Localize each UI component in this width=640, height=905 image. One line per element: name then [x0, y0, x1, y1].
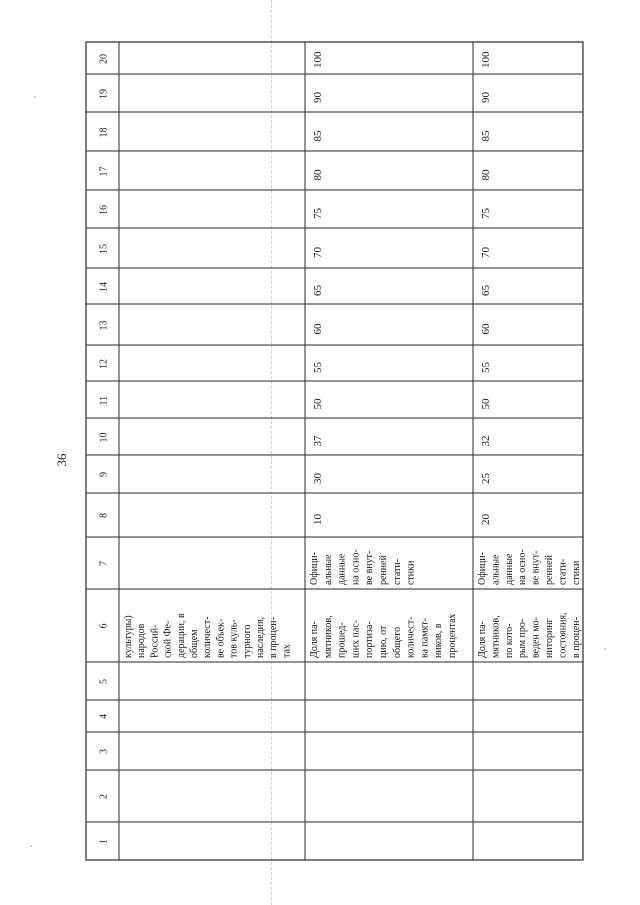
indicator-text-line: культуры) [123, 615, 134, 658]
column-number-12: 12 [98, 359, 110, 369]
indicator-value: 65 [312, 285, 324, 296]
indicator-value: 60 [480, 323, 492, 335]
indicator-value: 85 [480, 130, 492, 142]
indicator-text-line: тов куль- [228, 619, 240, 658]
indicator-text-line: ниторинг [544, 618, 555, 658]
indicator-text-line: мятников, [490, 615, 502, 658]
indicator-text-line: Доля па- [477, 621, 488, 658]
indicator-text-line: в процен- [570, 616, 582, 658]
indicator-value: 80 [312, 169, 324, 181]
column-number-18: 18 [98, 127, 110, 138]
indicator-text-line: Доля па- [309, 621, 320, 658]
source-text-line: ве внут- [530, 550, 542, 585]
column-number-16: 16 [98, 205, 110, 215]
column-number-7: 7 [98, 561, 110, 566]
indicator-text-line: веден мо- [530, 616, 542, 658]
indicator-value: 75 [480, 208, 492, 219]
column-number-10: 10 [98, 432, 110, 443]
indicator-text-line: мятников, [322, 615, 334, 658]
indicator-value: 55 [312, 362, 324, 373]
indicator-value: 65 [480, 285, 492, 296]
indicator-value: 50 [312, 398, 324, 410]
indicator-text-line: тах [281, 644, 293, 658]
indicator-text-line: в процен- [268, 616, 280, 658]
indicator-value: 75 [312, 208, 324, 219]
column-number-17: 17 [98, 166, 110, 177]
indicator-value: 70 [312, 247, 324, 258]
table-border [86, 42, 583, 860]
indicator-text-line: количест- [405, 616, 417, 658]
source-text-line: ве внут- [364, 550, 376, 585]
column-number-4: 4 [98, 714, 110, 719]
indicator-text-line: прошед- [336, 622, 348, 658]
indicator-text-line: ших пас- [350, 619, 362, 658]
indicator-value: 30 [312, 473, 324, 484]
indicator-text-line: дерации, в [175, 613, 187, 658]
indicator-value: 25 [480, 473, 492, 484]
indicator-text-line: наследия, [255, 616, 266, 658]
column-number-1: 1 [98, 839, 110, 844]
indicator-text-line: состояния, [557, 612, 569, 658]
indicator-value: 85 [312, 130, 324, 142]
indicator-value: 32 [480, 435, 492, 447]
indicator-value: 80 [480, 169, 492, 181]
column-number-20: 20 [98, 54, 110, 64]
source-text-line: данные [503, 553, 515, 585]
source-text-line: альные [490, 554, 502, 585]
indicator-text-line: ва памят- [419, 618, 431, 658]
source-text-line: Офици- [477, 551, 488, 585]
column-number-19: 19 [98, 89, 110, 99]
indicator-text-line: ской Фе- [162, 620, 174, 658]
indicator-text-line: турного [241, 624, 253, 658]
indicator-value: 100 [480, 51, 492, 68]
column-number-5: 5 [98, 679, 110, 684]
source-text-line: данные [336, 553, 348, 585]
indicator-text-line: ве объек- [215, 618, 227, 658]
source-text-line: ренней [378, 555, 389, 585]
indicator-value: 20 [480, 514, 492, 525]
indicator-text-line: количест- [202, 616, 214, 658]
source-text-line: Офици- [309, 551, 320, 585]
column-number-15: 15 [98, 244, 110, 254]
indicator-text-line: общем [189, 629, 200, 658]
source-text-line: ренней [544, 555, 555, 585]
indicator-value: 37 [312, 435, 324, 447]
column-number-8: 8 [98, 513, 110, 518]
source-text-line: стики [570, 560, 582, 585]
indicator-value: 50 [480, 398, 492, 410]
indicator-text-line: общего [391, 626, 403, 658]
source-text-line: альные [322, 554, 334, 585]
indicator-text-line: цию, от [378, 625, 389, 658]
indicator-text-line: процентах [447, 613, 458, 658]
column-number-2: 2 [98, 794, 110, 799]
source-text-line: стики [405, 560, 417, 585]
indicator-value: 70 [480, 247, 492, 258]
indicator-value: 90 [480, 92, 492, 103]
source-text-line: на осно- [350, 549, 362, 585]
indicator-value: 90 [312, 92, 324, 103]
indicator-value: 60 [312, 323, 324, 335]
indicator-value: 55 [480, 362, 492, 373]
source-text-line: стати- [391, 558, 403, 585]
indicator-text-line: по кото- [503, 623, 515, 658]
column-number-3: 3 [98, 749, 110, 754]
indicator-text-line: рым про- [517, 618, 529, 658]
source-text-line: на осно- [517, 549, 529, 585]
page-number: 36 [54, 453, 69, 467]
indicator-text-line: ников, в [433, 623, 445, 658]
column-number-13: 13 [98, 320, 110, 331]
indicator-value: 100 [312, 51, 324, 68]
indicator-text-line: народов [136, 623, 148, 658]
source-text-line: стати- [557, 558, 569, 585]
column-number-14: 14 [98, 282, 110, 292]
indicator-text-line: портиза- [364, 621, 376, 658]
column-number-11: 11 [98, 395, 110, 406]
indicator-text-line: Россий- [149, 624, 161, 658]
column-number-6: 6 [98, 623, 110, 629]
column-number-9: 9 [98, 472, 110, 477]
indicator-value: 10 [312, 514, 324, 525]
